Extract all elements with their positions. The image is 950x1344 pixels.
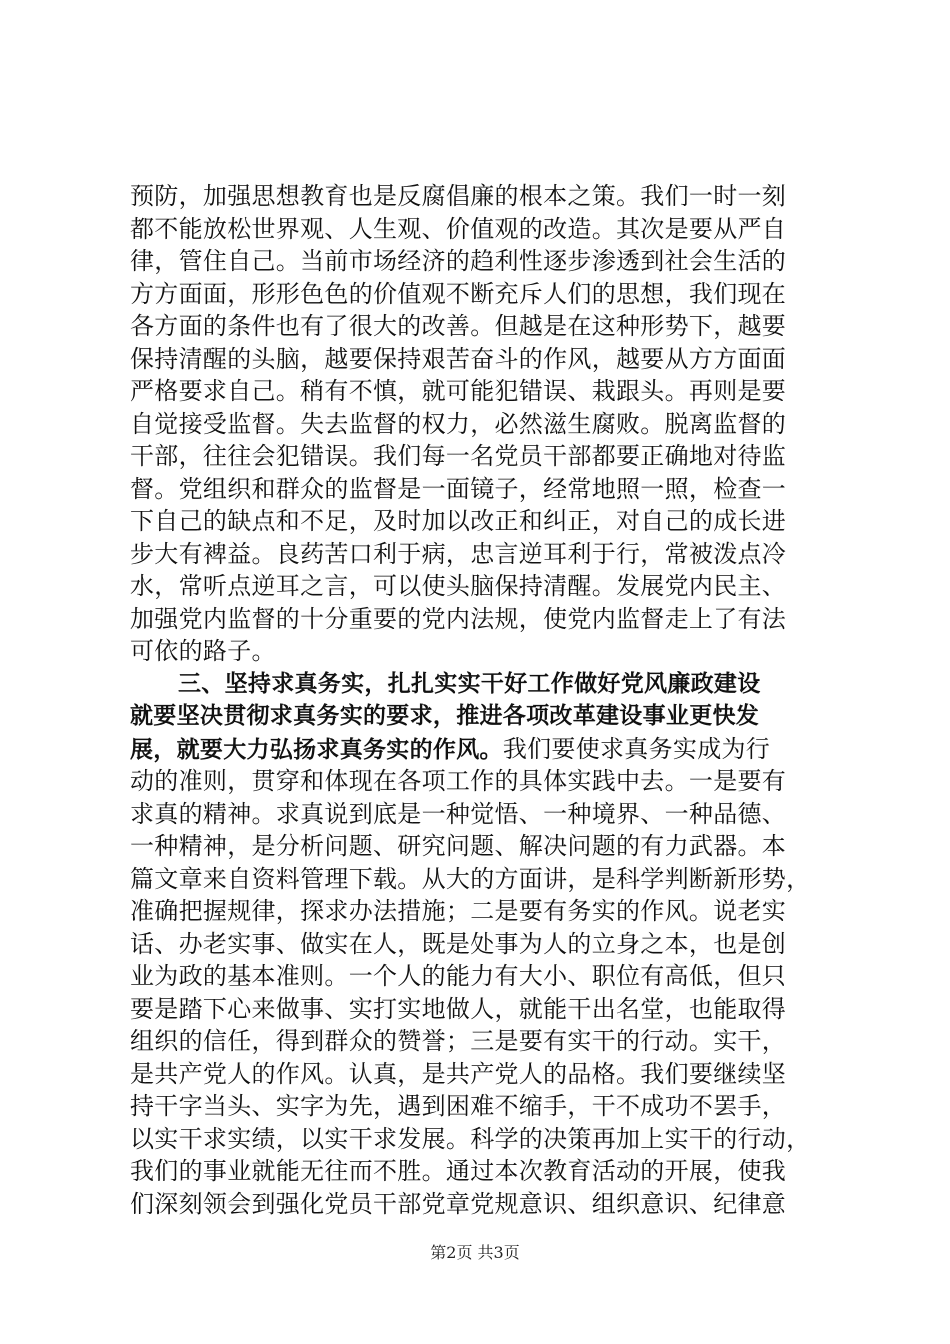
text-line: 干部，往往会犯错误。我们每一名党员干部都要正确地对待监 [130, 442, 787, 470]
text-line: 方方面面，形形色色的价值观不断充斥人们的思想，我们现在 [130, 279, 787, 308]
text-line: 下自己的缺点和不足，及时加以改正和纠正，对自己的成长进 [130, 507, 787, 535]
section-heading-line: 展，就要大力弘扬求真务实的作风。 [130, 736, 503, 763]
text-line: 以实干求实绩，以实干求发展。科学的决策再加上实干的行动， [130, 1124, 811, 1153]
text-line: 督。党组织和群众的监督是一面镜子，经常地照一照，检查一 [130, 474, 787, 503]
text-line: 预防，加强思想教育也是反腐倡廉的根本之策。我们一时一刻 [130, 182, 787, 210]
text-line: 是共产党人的作风。认真，是共产党人的品格。我们要继续坚 [130, 1059, 787, 1088]
text-line: 我们的事业就能无往而不胜。通过本次教育活动的开展，使我 [130, 1157, 787, 1185]
text-line: 水，常听点逆耳之言，可以使头脑保持清醒。发展党内民主、 [130, 572, 787, 600]
text-line: 要是踏下心来做事、实打实地做人，就能干出名堂，也能取得 [130, 994, 787, 1023]
page-number: 第2页 共3页 [430, 1243, 520, 1262]
body-text [130, 180, 830, 1220]
text-line: 求真的精神。求真说到底是一种觉悟、一种境界、一种品德、 [130, 799, 787, 828]
text-line: 各方面的条件也有了很大的改善。但越是在这种形势下，越要 [130, 312, 787, 340]
text-line: 准确把握规律，探求办法措施；二是要有务实的作风。说老实 [130, 897, 787, 925]
text-line: 持干字当头、实字为先，遇到困难不缩手，干不成功不罢手， [130, 1092, 787, 1120]
text-line: 动的准则，贯穿和体现在各项工作的具体实践中去。一是要有 [130, 767, 787, 795]
text-line: 严格要求自己。稍有不慎，就可能犯错误、栽跟头。再则是要 [130, 377, 787, 405]
section-heading-line: 三、坚持求真务实，扎扎实实干好工作做好党风廉政建设 [178, 670, 761, 697]
text-line: 一种精神，是分析问题、研究问题、解决问题的有力武器。本 [130, 832, 787, 860]
text-line: 可依的路子。 [130, 637, 276, 665]
page-footer [0, 1240, 950, 1263]
text-line: 律，管住自己。当前市场经济的趋利性逐步渗透到社会生活的 [130, 247, 787, 275]
text-line: 保持清醒的头脑，越要保持艰苦奋斗的作风，越要从方方面面 [130, 344, 787, 373]
text-line: 们深刻领会到强化党员干部党章党规意识、组织意识、纪律意 [130, 1189, 787, 1218]
section-heading-mixed-line [130, 733, 830, 766]
text-line: 篇文章来自资料管理下载。从大的方面讲，是科学判断新形势， [130, 864, 811, 893]
text-line: 都不能放松世界观、人生观、价值观的改造。其次是要从严自 [130, 214, 787, 243]
text-line: 话、办老实事、做实在人，既是处事为人的立身之本，也是创 [130, 929, 787, 958]
text-line: 业为政的基本准则。一个人的能力有大小、职位有高低，但只 [130, 962, 787, 990]
text-line: 加强党内监督的十分重要的党内法规，使党内监督走上了有法 [130, 604, 787, 633]
text-line: 组织的信任，得到群众的赞誉；三是要有实干的行动。实干， [130, 1027, 787, 1055]
section-heading-line: 就要坚决贯彻求真务实的要求，推进各项改革建设事业更快发 [130, 703, 760, 729]
text-line: 自觉接受监督。失去监督的权力，必然滋生腐败。脱离监督的 [130, 409, 787, 438]
text-line: 步大有裨益。良药苦口利于病，忠言逆耳利于行，常被泼点冷 [130, 539, 787, 568]
text-line-tail: 我们要使求真务实成为行 [502, 734, 771, 763]
